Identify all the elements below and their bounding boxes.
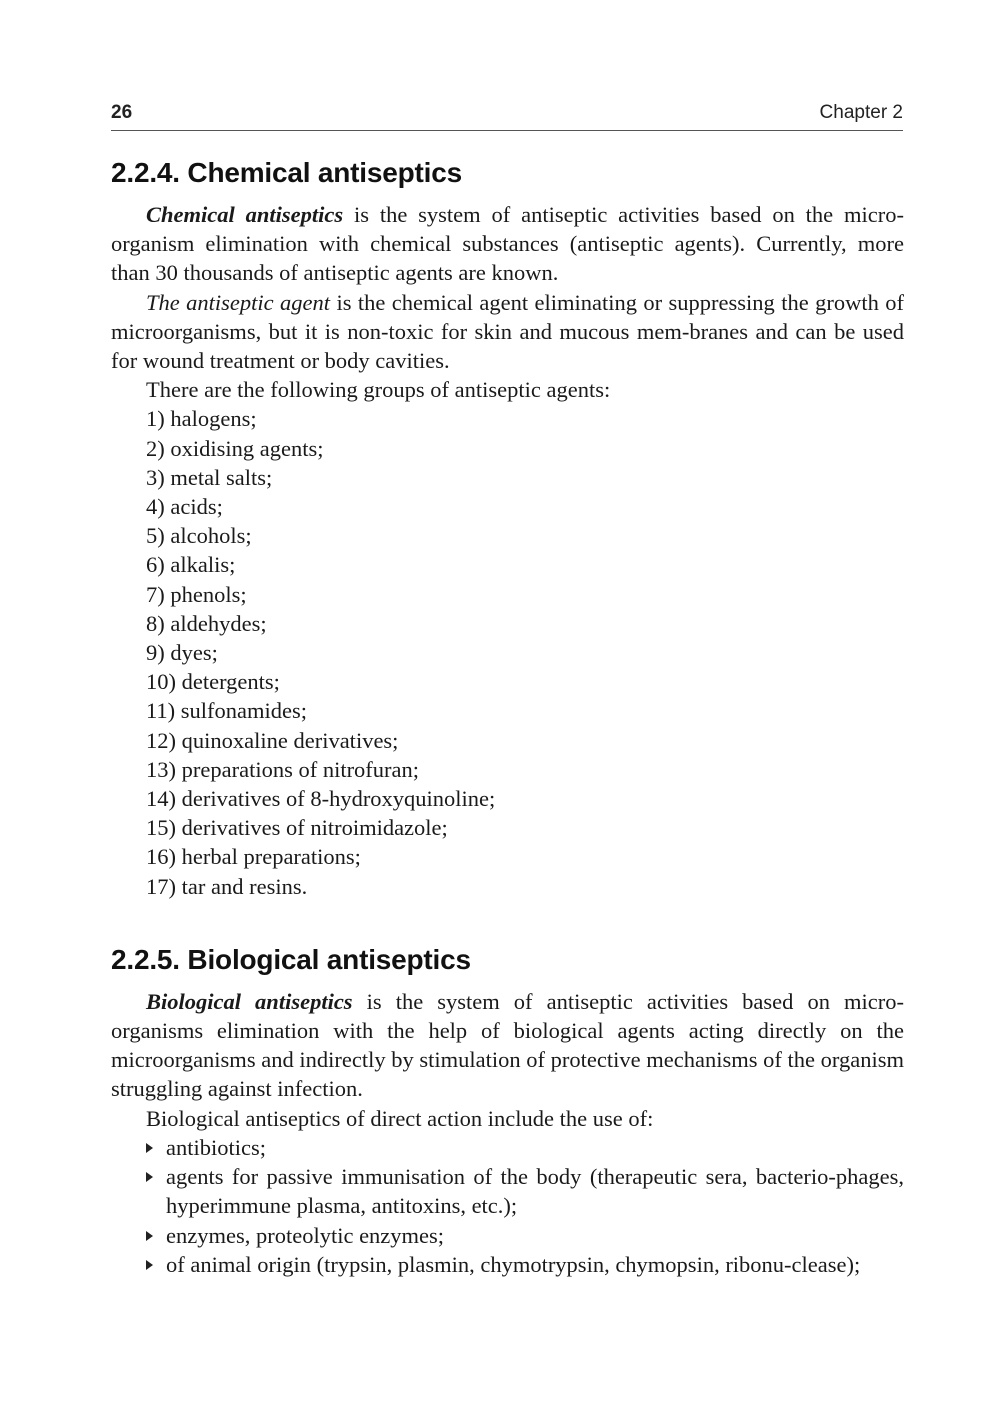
list-item: 15) derivatives of nitroimidazole; <box>146 815 448 841</box>
list-item: 9) dyes; <box>146 640 218 666</box>
term-chemical-antiseptics: Chemical antiseptics <box>146 202 344 227</box>
list-item: 4) acids; <box>146 494 223 520</box>
list-item: 3) metal salts; <box>146 464 273 490</box>
paragraph-text: is the system of antiseptic activities based on the micro-organism elimination with chemical substances (antiseptic agents). Currently, more than 30 thousands of antiseptic agents are known. <box>111 202 904 286</box>
running-header <box>111 100 903 131</box>
list-item: 13) preparations of nitrofuran; <box>146 756 420 782</box>
paragraph-direct-action-intro: Biological antiseptics of direct action include the use of: <box>146 1105 654 1131</box>
term-antiseptic-agent: The antiseptic agent <box>146 289 331 315</box>
term-biological-antiseptics: Biological antiseptics <box>146 988 353 1014</box>
page-content <box>111 152 904 1279</box>
section-heading-chemical: 2.2.4. Chemical antiseptics <box>111 157 462 188</box>
bullet-text: antibiotics; <box>166 1134 266 1160</box>
list-item: 17) tar and resins. <box>146 873 308 899</box>
section-spacer <box>111 901 904 939</box>
section-heading-biological: 2.2.5. Biological antiseptics <box>111 943 471 975</box>
list-item: 5) alcohols; <box>146 523 252 549</box>
paragraph-chemical-definition <box>111 200 904 288</box>
list-item: 6) alkalis; <box>146 552 236 578</box>
bullet-item <box>166 1250 904 1279</box>
page-number: 26 <box>111 102 133 123</box>
bullet-item <box>166 1133 904 1162</box>
bullet-text: agents for passive immunisation of the body (therapeutic sera, bacterio-phages, hyperimmune plasma, antitoxins, etc.); <box>166 1164 904 1219</box>
bullet-text: of animal origin (trypsin, plasmin, chymotrypsin, chymopsin, ribonu-clease); <box>166 1251 861 1277</box>
chapter-label: Chapter 2 <box>819 102 903 123</box>
antiseptic-groups-list <box>111 404 904 900</box>
paragraph-text: is the system of antiseptic activities based on micro-organisms elimination with the help of biological agents acting directly on the microorganisms and indirectly by stimulation of protective mechanisms of the organism struggling against infection. <box>111 988 904 1102</box>
list-item: 16) herbal preparations; <box>146 844 361 870</box>
paragraph-text: is the chemical agent eliminating or suppressing the growth of microorganisms, but it is non-toxic for skin and mucous mem-branes and can be used for wound treatment or body cavities. <box>111 289 904 374</box>
list-item: 10) detergents; <box>146 669 280 695</box>
list-item: 7) phenols; <box>146 581 247 607</box>
direct-action-list <box>111 1133 904 1279</box>
list-item: 2) oxidising agents; <box>146 435 324 461</box>
list-item: 11) sulfonamides; <box>146 698 308 724</box>
list-item: 1) halogens; <box>146 406 257 432</box>
list-item: 8) aldehydes; <box>146 610 267 636</box>
list-item: 12) quinoxaline derivatives; <box>146 727 399 753</box>
paragraph-agent-definition <box>111 288 904 376</box>
triangle-bullet-icon <box>146 1231 153 1241</box>
list-item: 14) derivatives of 8-hydroxyquinoline; <box>146 786 496 812</box>
bullet-item <box>166 1162 904 1220</box>
triangle-bullet-icon <box>146 1260 153 1270</box>
paragraph-groups-intro: There are the following groups of antiseptic agents: <box>146 377 611 403</box>
paragraph-biological-definition <box>111 987 904 1104</box>
bullet-text: enzymes, proteolytic enzymes; <box>166 1222 445 1248</box>
triangle-bullet-icon <box>146 1143 153 1153</box>
bullet-item <box>166 1221 904 1250</box>
triangle-bullet-icon <box>146 1172 153 1182</box>
